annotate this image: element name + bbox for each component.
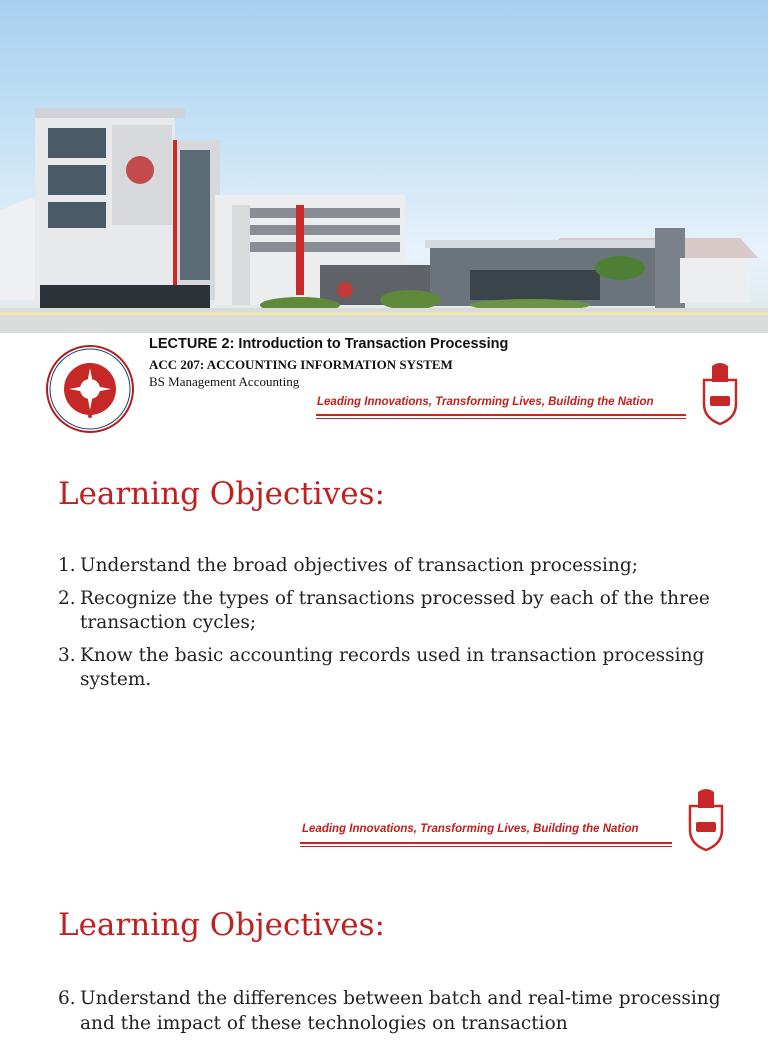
objectives-list xyxy=(58,554,738,701)
list-item xyxy=(58,644,738,693)
list-item xyxy=(58,987,738,1036)
tagline: Leading Innovations, Transforming Lives, Building the Nation xyxy=(317,396,654,408)
objectives-list xyxy=(58,987,738,1044)
tagline: Leading Innovations, Transforming Lives, Building the Nation xyxy=(302,823,639,835)
red-spartans-mascot-icon xyxy=(698,360,742,426)
course-title: ACC 207: ACCOUNTING INFORMATION SYSTEM xyxy=(149,357,453,372)
slide-heading: Learning Objectives: xyxy=(58,907,385,943)
list-item-text: Know the basic accounting records used in transaction processing system. xyxy=(80,644,705,690)
list-item xyxy=(58,554,738,579)
list-item-number: 6. xyxy=(58,988,76,1009)
list-item-text: Recognize the types of transactions processed by each of the three transaction cycles; xyxy=(80,587,710,633)
lecture-title: LECTURE 2: Introduction to Transaction Processing xyxy=(149,336,509,352)
tagline-underline xyxy=(316,414,686,419)
campus-banner-image xyxy=(0,0,768,333)
list-item-number: 3. xyxy=(58,644,76,666)
program-name: BS Management Accounting xyxy=(149,374,300,389)
list-item-text: Understand the broad objectives of transaction processing; xyxy=(80,555,638,576)
tagline-underline xyxy=(300,842,672,847)
list-item-text: Understand the differences between batch and real-time processing and the impact of these technologies on transaction xyxy=(80,988,721,1034)
slide-heading: Learning Objectives: xyxy=(58,476,385,512)
list-item xyxy=(58,587,738,636)
red-spartans-mascot-icon xyxy=(684,786,728,852)
university-seal-logo xyxy=(45,344,135,434)
list-item-number: 2. xyxy=(58,587,76,609)
list-item-number: 1. xyxy=(58,555,76,576)
